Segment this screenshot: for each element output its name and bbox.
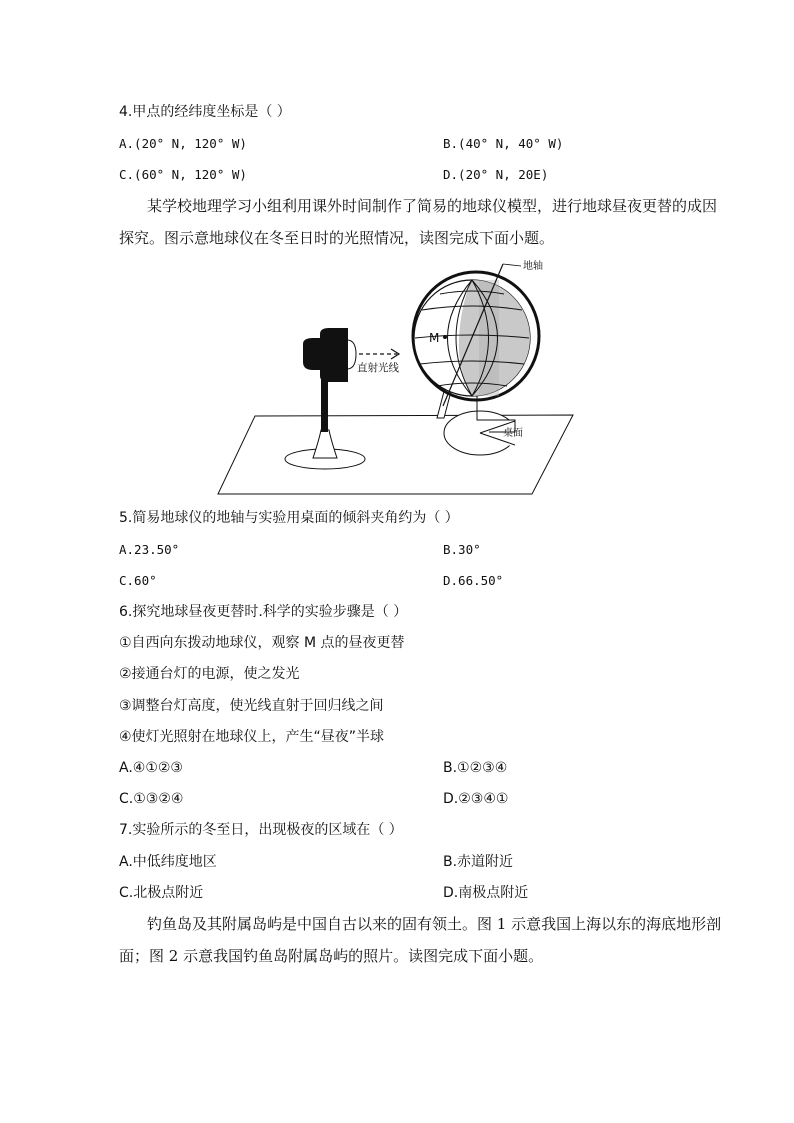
- point-m-marker: [443, 335, 447, 339]
- question-4-option-d: D.(20° N, 20E): [443, 167, 549, 182]
- passage-2-line-2: 面；图 2 示意我国钓鱼岛附属岛屿的照片。读图完成下面小题。: [119, 947, 544, 965]
- globe-experiment-figure: [215, 258, 577, 498]
- question-4-option-a: A.(20° N, 120° W): [119, 136, 247, 151]
- question-7-option-c: C.北极点附近: [119, 885, 204, 901]
- question-5-option-b: B.30°: [443, 542, 481, 557]
- direct-light-label: 直射光线: [357, 362, 399, 374]
- question-4-option-b: B.(40° N, 40° W): [443, 136, 564, 151]
- question-6-option-d: D.②③④①: [443, 791, 509, 807]
- question-5-option-c: C.60°: [119, 573, 157, 588]
- question-5-option-d: D.66.50°: [443, 573, 504, 588]
- question-6-option-c: C.①③②④: [119, 791, 184, 807]
- question-7-option-a: A.中低纬度地区: [119, 854, 217, 870]
- question-6-option-a: A.④①②③: [119, 760, 183, 776]
- earth-axis-label: 地轴: [523, 261, 543, 272]
- table-surface: [218, 415, 573, 494]
- question-4-option-c: C.(60° N, 120° W): [119, 167, 247, 182]
- question-4-stem: 4.甲点的经纬度坐标是（ ）: [119, 104, 291, 120]
- question-6-step-3: ③调整台灯高度，使光线直射于回归线之间: [119, 698, 384, 714]
- passage-1-line-1: 某学校地理学习小组利用课外时间制作了简易的地球仪模型，进行地球昼夜更替的成因: [147, 197, 718, 215]
- question-7-stem: 7.实验所示的冬至日，出现极夜的区域在（ ）: [119, 822, 403, 838]
- passage-2-line-1: 钓鱼岛及其附属岛屿是中国自古以来的固有领土。图 1 示意我国上海以东的海底地形剖: [147, 915, 722, 933]
- table-label: 桌面: [503, 428, 523, 439]
- question-7-option-b: B.赤道附近: [443, 854, 514, 870]
- question-6-option-b: B.①②③④: [443, 760, 508, 776]
- passage-1-line-2: 探究。图示意地球仪在冬至日时的光照情况，读图完成下面小题。: [119, 229, 555, 247]
- question-7-option-d: D.南极点附近: [443, 885, 529, 901]
- question-5-stem: 5.简易地球仪的地轴与实验用桌面的倾斜夹角约为（ ）: [119, 510, 459, 526]
- question-6-step-2: ②接通台灯的电源，使之发光: [119, 666, 300, 682]
- lamp-head: [303, 328, 348, 382]
- question-6-step-4: ④使灯光照射在地球仪上，产生“昼夜”半球: [119, 729, 385, 745]
- point-m-label: M: [429, 331, 440, 345]
- question-6-stem: 6.探究地球昼夜更替时.科学的实验步骤是（ ）: [119, 604, 408, 620]
- question-5-option-a: A.23.50°: [119, 542, 180, 557]
- question-6-step-1: ①自西向东拨动地球仪，观察 M 点的昼夜更替: [119, 635, 405, 651]
